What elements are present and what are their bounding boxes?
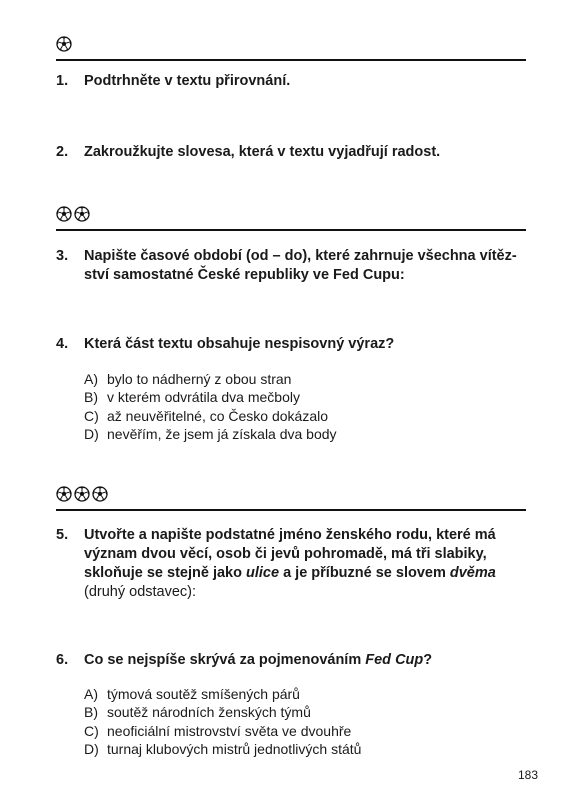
question-text-line-3 — [84, 564, 530, 583]
question-number: 4. — [56, 336, 69, 352]
page-number: 183 — [517, 768, 538, 782]
question-text: Která část textu obsahuje nespisovný výraz? — [84, 336, 395, 352]
option-text: neoficiální mistrovství světa ve dvouhře — [107, 722, 352, 739]
option-text: turnaj klubových mistrů jednotlivých států — [107, 740, 362, 757]
text-run: a je příbuzné se slovem — [279, 565, 450, 581]
option-letter: B) — [84, 704, 98, 721]
option-text: bylo to nádherný z obou stran — [107, 371, 292, 387]
text-run: ? — [423, 652, 433, 668]
question-text-line-1: Utvořte a napište podstatné jméno ženského rodu, které má — [84, 527, 496, 543]
option-letter: A) — [84, 371, 98, 387]
italic-word: ulice — [246, 565, 280, 581]
section-header-level-1 — [56, 36, 526, 60]
question-text: Zakroužkujte slovesa, která v textu vyjadřují radost. — [84, 144, 441, 160]
option-text: až neuvěřitelné, co Česko dokázalo — [107, 407, 329, 424]
italic-term: Fed Cup — [365, 652, 424, 668]
question-text-line-1: Napište časové období (od – do), které zahrnuje všechna vítěz- — [84, 248, 517, 264]
question-3 — [56, 247, 530, 285]
question-text: Podtrhněte v textu přirovnání. — [84, 73, 291, 89]
option-letter: C) — [84, 407, 99, 424]
soccer-ball-icon — [56, 486, 72, 502]
option-letter: C) — [84, 722, 99, 739]
option-text: v kterém odvrátila dva mečboly — [107, 389, 300, 406]
section-divider — [56, 229, 526, 231]
section-divider — [56, 509, 526, 511]
section-header-level-3 — [56, 486, 526, 510]
option-text: nevěřím, že jsem já získala dva body — [107, 425, 337, 442]
option-letter: D) — [84, 740, 99, 757]
question-4 — [56, 335, 530, 354]
question-5 — [56, 526, 530, 602]
italic-word: dvěma — [449, 565, 496, 581]
question-text-line-2: ství samostatné České republiky ve Fed Cupu: — [84, 267, 405, 283]
section-divider — [56, 59, 526, 61]
question-number: 6. — [56, 652, 69, 668]
question-number: 5. — [56, 527, 69, 543]
question-text-line-4: (druhý odstavec): — [84, 584, 197, 600]
section-header-level-2 — [56, 206, 526, 230]
question-6 — [56, 651, 530, 670]
option-text: soutěž národních ženských týmů — [107, 704, 311, 721]
text-run: Co se nejspíše skrývá za pojmenováním — [84, 652, 366, 668]
option-text: týmová soutěž smíšených párů — [107, 686, 300, 702]
question-number: 1. — [56, 73, 69, 89]
soccer-ball-icon — [74, 486, 90, 502]
question-number: 3. — [56, 248, 69, 264]
soccer-ball-icon — [74, 206, 90, 222]
text-run: skloňuje se stejně jako — [84, 565, 246, 581]
soccer-ball-icon — [92, 486, 108, 502]
question-text — [84, 651, 530, 670]
question-2 — [56, 143, 530, 162]
soccer-ball-icon — [56, 206, 72, 222]
option-letter: D) — [84, 425, 99, 442]
option-letter: B) — [84, 389, 98, 406]
question-number: 2. — [56, 144, 69, 160]
soccer-ball-icon — [56, 36, 72, 52]
question-1 — [56, 72, 530, 91]
option-letter: A) — [84, 686, 98, 702]
question-text-line-2: význam dvou věcí, osob či jevů pohromadě, má tři slabiky, — [84, 546, 487, 562]
